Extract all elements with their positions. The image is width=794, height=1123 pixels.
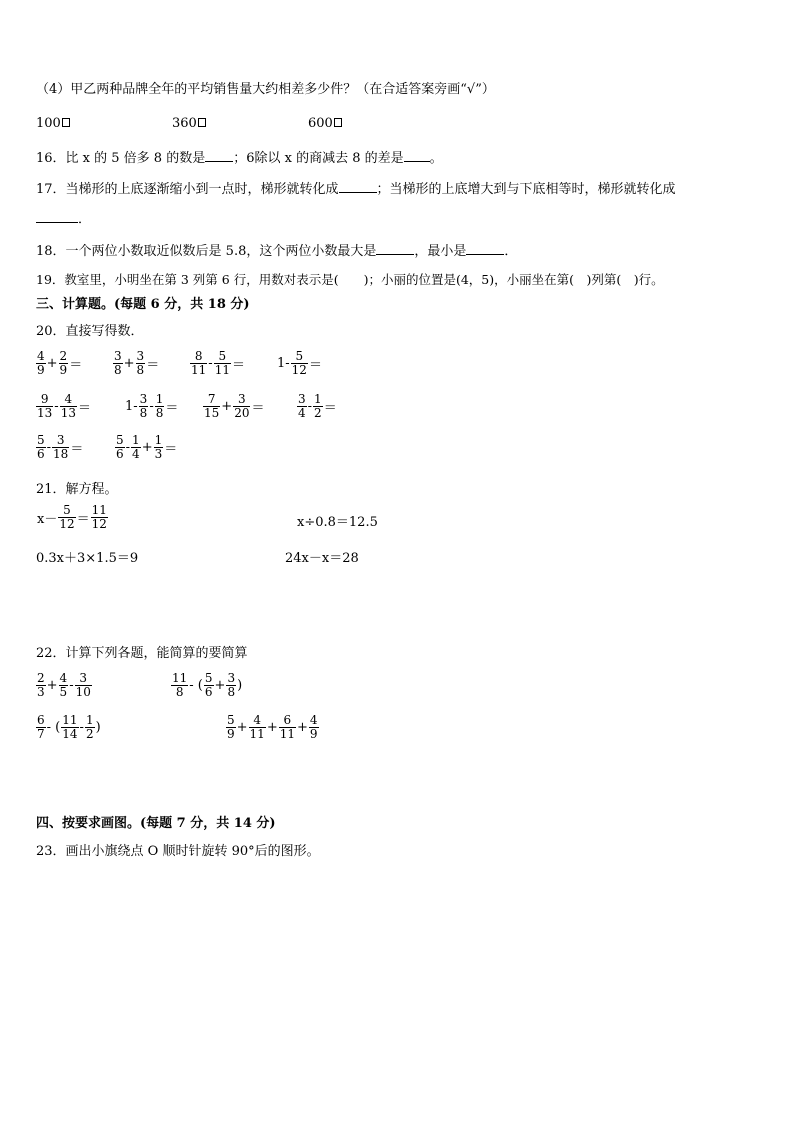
section-3-title: 三、计算题。(每题 6 分，共 18 分)	[36, 297, 250, 312]
numerator: 8	[190, 350, 207, 364]
fraction	[190, 350, 207, 377]
answer-blank[interactable]	[339, 179, 377, 193]
denominator: 20	[234, 406, 250, 420]
denominator: 18	[53, 447, 69, 461]
operator: ＝	[251, 401, 265, 416]
fraction	[36, 393, 53, 420]
numerator: 5	[291, 350, 308, 364]
denominator: 11	[191, 363, 207, 377]
q21-equation-4: 24x－x＝28	[285, 551, 359, 566]
denominator: 11	[279, 727, 296, 741]
numerator: 6	[279, 714, 296, 728]
numerator: 4	[37, 349, 45, 363]
denominator: 9	[227, 727, 235, 741]
numerator: 2	[37, 671, 45, 685]
fraction	[291, 350, 308, 377]
denominator: 3	[154, 447, 163, 461]
denominator: 9	[37, 363, 45, 377]
operator: -	[149, 399, 154, 414]
answer-box[interactable]	[62, 118, 70, 127]
operator: +	[46, 678, 58, 693]
math-expression	[115, 434, 178, 461]
operator: -	[79, 720, 84, 735]
section-4-title: 四、按要求画图。(每题 7 分，共 14 分)	[36, 816, 276, 831]
math-expression	[226, 714, 319, 741]
fraction	[36, 350, 46, 377]
math-expression	[124, 393, 179, 420]
operator: - (	[46, 720, 61, 735]
denominator: 11	[214, 363, 230, 377]
operator: - (	[189, 678, 203, 693]
math-expression	[36, 350, 83, 377]
numerator: 11	[172, 671, 188, 685]
denominator: 10	[75, 685, 91, 699]
denominator: 9	[309, 727, 318, 741]
denominator: 13	[60, 406, 76, 420]
fraction	[61, 714, 78, 741]
answer-blank[interactable]	[404, 148, 430, 162]
numerator: 9	[36, 393, 53, 407]
q17-cont: ．	[36, 209, 91, 228]
numerator: 3	[227, 671, 236, 685]
math-expression	[171, 672, 243, 699]
q21-title: 21．解方程。	[36, 482, 118, 497]
fraction	[155, 393, 165, 420]
denominator: 9	[59, 363, 68, 377]
q21-equation-1: x－ $\frac{5}{12}$ ＝ $\frac{11}{12}$	[37, 503, 107, 531]
fraction	[233, 393, 250, 420]
operator: +	[266, 720, 278, 735]
math-expression	[276, 350, 323, 377]
fraction	[131, 434, 141, 461]
operator: -	[307, 399, 313, 414]
math-expression	[36, 393, 92, 420]
operator: +	[123, 356, 135, 371]
numerator: 2	[59, 349, 68, 363]
numerator: 3	[139, 392, 148, 406]
operator: +	[141, 440, 153, 455]
operator: -	[208, 356, 213, 371]
denominator: 2	[85, 727, 94, 741]
operator: ＝	[164, 442, 178, 457]
numerator: 3	[114, 349, 122, 363]
denominator: 2	[314, 406, 322, 420]
denominator: 8	[155, 406, 164, 420]
denominator: 3	[37, 685, 45, 699]
answer-blank[interactable]	[205, 148, 233, 162]
denominator: 4	[132, 447, 140, 461]
operator: +	[236, 720, 248, 735]
fraction	[309, 714, 319, 741]
numerator: 4	[59, 671, 68, 685]
fraction	[75, 672, 92, 699]
fraction	[203, 393, 220, 420]
denominator: 14	[62, 727, 78, 741]
math-expression	[36, 434, 84, 461]
q20-title: 20．直接写得数．	[36, 324, 144, 339]
operator: ＝	[165, 401, 179, 416]
operator: ＝	[231, 358, 245, 373]
denominator: 8	[136, 363, 145, 377]
numerator: 1	[85, 713, 94, 727]
denominator: 8	[114, 363, 122, 377]
denominator: 15	[204, 406, 220, 420]
numerator: 1	[154, 433, 163, 447]
answer-box[interactable]	[198, 118, 206, 127]
fraction	[85, 714, 95, 741]
fraction	[249, 714, 266, 741]
numerator: 1	[132, 433, 140, 447]
denominator: 7	[37, 727, 45, 741]
math-expression	[190, 350, 246, 377]
fraction	[297, 393, 307, 420]
fraction	[136, 350, 146, 377]
numerator: 4	[309, 713, 318, 727]
operator: )	[95, 720, 101, 735]
q18: 18．一个两位小数取近似数后是 5.8，这个两位小数最大是 ，最小是 ．	[36, 241, 517, 260]
q16: 16．比 x 的 5 倍多 8 的数是 ；6除以 x 的商减去 8 的差是 。	[36, 148, 443, 167]
q19: 19．教室里，小明坐在第 3 列第 6 行，用数对表示是( )；小丽的位置是(4，5)，小丽坐在第( )列第( )行。	[36, 272, 664, 287]
denominator: 8	[227, 685, 236, 699]
denominator: 6	[37, 447, 45, 461]
fraction	[36, 434, 46, 461]
operator: +	[221, 399, 233, 414]
fraction	[59, 672, 69, 699]
numerator: 11	[62, 713, 78, 727]
answer-blank[interactable]	[466, 241, 504, 255]
numerator: 6	[37, 713, 45, 727]
denominator: 11	[249, 727, 265, 741]
operator: -	[46, 440, 52, 455]
fraction	[313, 393, 323, 420]
numerator: 3	[136, 349, 145, 363]
fraction	[36, 672, 46, 699]
fraction	[113, 350, 123, 377]
operator: -	[125, 440, 131, 455]
fraction	[226, 714, 236, 741]
answer-blank[interactable]	[36, 209, 78, 223]
operator: ＝	[308, 358, 322, 373]
numerator: 4	[60, 393, 77, 407]
numerator: 3	[298, 392, 306, 406]
math-expression	[203, 393, 265, 420]
numerator: 1	[155, 392, 164, 406]
fraction	[36, 714, 46, 741]
numerator: 7	[203, 393, 220, 407]
q4-option-2[interactable]: 360	[172, 116, 206, 132]
fraction	[115, 434, 125, 461]
denominator: 4	[298, 406, 306, 420]
numerator: 5	[37, 433, 45, 447]
q22-title: 22．计算下列各题，能简算的要简算	[36, 646, 248, 661]
fraction	[204, 672, 214, 699]
operator: ＝	[77, 401, 91, 416]
operator: +	[297, 720, 308, 735]
numerator: 3	[75, 672, 92, 686]
q4-option-1[interactable]: 100	[36, 116, 70, 132]
operator: ＝	[69, 358, 83, 373]
math-expression	[113, 350, 160, 377]
fraction	[60, 393, 77, 420]
q4-question: （4）甲乙两种品牌全年的平均销售量大约相差多少件？（在合适答案旁画“√”）	[36, 82, 495, 97]
denominator: 6	[116, 447, 124, 461]
operator: ＝	[323, 401, 337, 416]
math-expression	[36, 714, 102, 741]
fraction	[154, 434, 164, 461]
operator: )	[237, 678, 243, 693]
numerator: 3	[233, 393, 250, 407]
operator: ＝	[70, 442, 84, 457]
numerator: 5	[214, 350, 231, 364]
fraction	[139, 393, 149, 420]
denominator: 8	[175, 685, 184, 699]
fraction	[59, 350, 69, 377]
numerator: 4	[249, 714, 266, 728]
q21-equation-2: x÷0.8＝12.5	[297, 515, 378, 530]
q21-equation-3: 0.3x＋3×1.5＝9	[36, 551, 139, 566]
numerator: 5	[204, 671, 213, 685]
answer-box[interactable]	[334, 118, 342, 127]
operator: 1-	[277, 356, 290, 371]
math-expression	[36, 672, 92, 699]
fraction	[226, 672, 236, 699]
denominator: 6	[204, 685, 213, 699]
numerator: 1	[314, 392, 322, 406]
denominator: 8	[139, 406, 148, 420]
q4-option-3[interactable]: 600	[308, 116, 342, 132]
operator: +	[214, 678, 226, 693]
fraction	[171, 672, 188, 699]
math-expression	[297, 393, 338, 420]
numerator: 5	[116, 433, 124, 447]
operator: -	[69, 678, 74, 693]
operator: ＝	[146, 358, 160, 373]
operator: -	[54, 399, 59, 414]
fraction	[52, 434, 69, 461]
answer-blank[interactable]	[376, 241, 414, 255]
denominator: 13	[37, 406, 53, 420]
denominator: 12	[291, 363, 307, 377]
q17: 17．当梯形的上底逐渐缩小到一点时，梯形就转化成 ；当梯形的上底增大到与下底相等时，梯形就转化成	[36, 179, 676, 198]
operator: +	[46, 356, 58, 371]
numerator: 3	[52, 434, 69, 448]
fraction	[214, 350, 231, 377]
operator: 1-	[125, 399, 138, 414]
q23: 23．画出小旗绕点 O 顺时针旋转 90°后的图形。	[36, 844, 320, 859]
numerator: 5	[227, 713, 235, 727]
fraction	[279, 714, 296, 741]
denominator: 5	[59, 685, 68, 699]
